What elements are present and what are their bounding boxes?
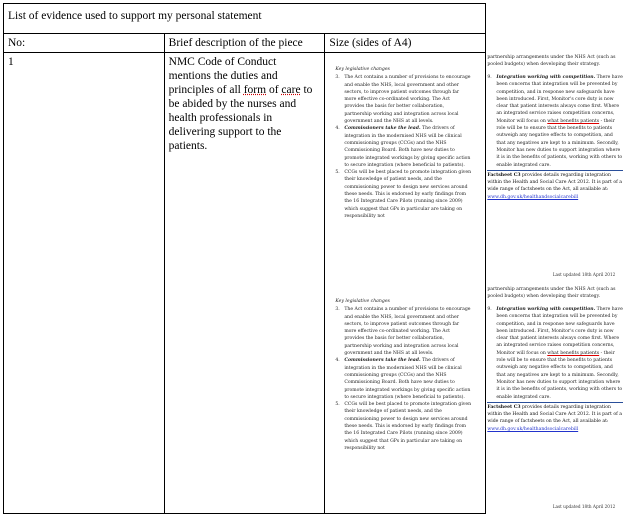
- factsheet-right-column: [487, 74, 623, 201]
- factsheet-left-column: [335, 66, 471, 220]
- factsheet-fragment: partnership arrangements under the NHS Act (such as pooled budgets) when developing their strategy.: [487, 55, 616, 68]
- factsheet-info-box: Factsheet C3 provides details regarding integration within the Health and Social Care Act 2012. It is part of a wide range of factsheets on the Act, all available at: www.dh.gov.uk/healthandsocialcarebill: [487, 170, 623, 201]
- factsheet-date: Last updated 18th April 2012: [552, 503, 616, 509]
- factsheet-info-box: Factsheet C3 provides details regarding integration within the Health and Social Care Act 2012. It is part of a wide range of factsheets on the Act, all available at: www.dh.gov.uk/healthandsocialcarebill: [487, 402, 623, 433]
- factsheet-item-3: 3. The Act contains a number of provisions to encourage and enable the NHS, local government and other sectors, to improve patient outcomes through far more effective co-ordinated working. The Act provides the basis for better collaboration, partnership working and integration across local government and the NHS at all levels.: [335, 307, 471, 357]
- factsheet-item-9: 9. Integration working with competition. There have been concerns that integration will be prevented by competition, and in response new safeguards have been introduced. First, Monitor's core duty is now clear that patient interests always come first. Where an integrated service raises competition concerns, Monitor will focus on what benefits patients - their role will be to ensure that the benefits to patients outweigh any negative effects to competition, and that any negatives are kept to a minimum. Secondly, Monitor has new duties to support integration where it is in the benefits of patients, working with others to enable integrated care.: [487, 75, 623, 168]
- factsheet-item-5: 5. CCGs will be best placed to promote integration given their knowledge of patient needs, and the commissioning power to design new services around these needs. This is endorsed by early findings from the 16 Integrated Care Pilots (running since 2009) which suggest that GPs in particular are taking on responsibility not: [335, 170, 472, 219]
- factsheet-item-5: 5. CCGs will be best placed to promote integration given their knowledge of patient needs, and the commissioning power to design new services around these needs. This is endorsed by early findings from the 16 Integrated Care Pilots (running since 2009) which suggest that GPs in particular are taking on responsibility not: [335, 402, 472, 451]
- table-row: [4, 53, 486, 514]
- factsheet-date: Last updated 18th April 2012: [552, 271, 616, 277]
- factsheet-link[interactable]: www.dh.gov.uk/healthandsocialcarebill: [487, 426, 579, 432]
- header-no: No:: [4, 34, 165, 53]
- header-brief-description: Brief description of the piece: [164, 34, 325, 53]
- factsheet-left-column: [335, 298, 471, 452]
- factsheet-heading: Key legislative changes: [335, 299, 390, 304]
- factsheet-link[interactable]: www.dh.gov.uk/healthandsocialcarebill: [487, 194, 579, 200]
- header-row: [4, 34, 486, 53]
- row-number: 1: [4, 53, 165, 514]
- factsheet-fragment: partnership arrangements under the NHS Act (such as pooled budgets) when developing their strategy.: [487, 287, 616, 300]
- factsheet-right-column: [487, 306, 623, 433]
- row-description: NMC Code of Conduct mentions the duties and principles of all form of care to be abided by the nurses and health professionals in delivering support to the patients.: [164, 53, 325, 514]
- evidence-table: [3, 3, 623, 514]
- factsheet-item-3: 3. The Act contains a number of provisions to encourage and enable the NHS, local government and other sectors, to improve patient outcomes through far more effective co-ordinated working. The Act provides the basis for better collaboration, partnership working and integration across local government and the NHS at all levels.: [335, 75, 471, 125]
- factsheet-image-1: [327, 54, 623, 280]
- factsheet-item-4: 4. Commissioners take the lead. The drivers of integration in the modernised NHS will be clinical commissioning groups (CCGs) and the NHS Commissioning Board. Both have new duties to promote integrated workings by giving specific action to secure integration (where beneficial to patients).: [335, 358, 471, 400]
- factsheet-heading: Key legislative changes: [335, 67, 390, 72]
- factsheet-item-4: 4. Commissioners take the lead. The drivers of integration in the modernised NHS will be clinical commissioning groups (CCGs) and the NHS Commissioning Board. Both have new duties to promote integrated workings by giving specific action to secure integration (where beneficial to patients).: [335, 126, 471, 168]
- factsheet-image-2: [327, 286, 623, 512]
- row-size-cell: [325, 53, 623, 514]
- table-title: List of evidence used to support my personal statement: [4, 4, 486, 34]
- factsheet-item-9: 9. Integration working with competition. There have been concerns that integration will be prevented by competition, and in response new safeguards have been introduced. First, Monitor's core duty is now clear that patient interests always come first. Where an integrated service raises competition concerns, Monitor will focus on what benefits patients - their role will be to ensure that the benefits to patients outweigh any negative effects to competition, and that any negatives are kept to a minimum. Secondly, Monitor has new duties to support integration where it is in the benefits of patients, working with others to enable integrated care.: [487, 307, 623, 400]
- header-size: Size (sides of A4): [325, 34, 486, 53]
